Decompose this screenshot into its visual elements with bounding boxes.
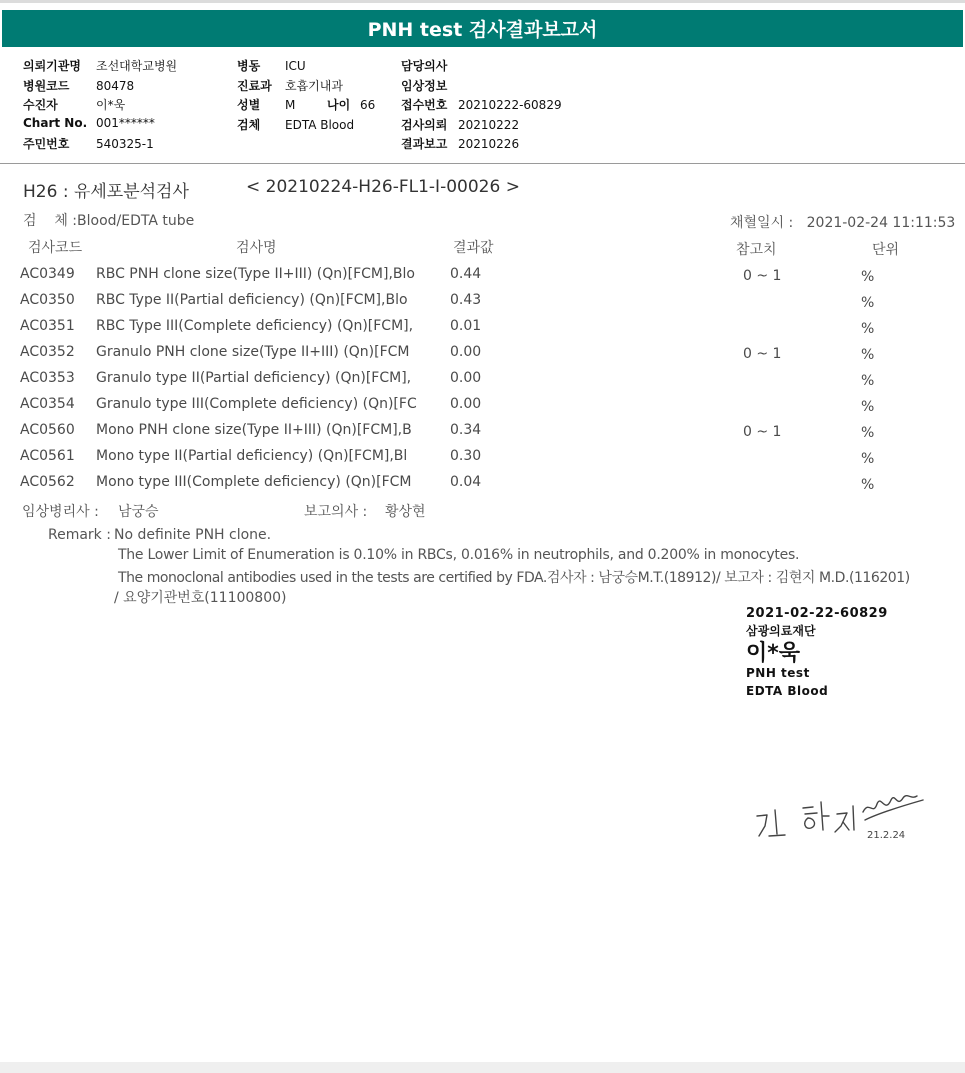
remark-line-3: The monoclonal antibodies used in the tests are certified by FDA.검사자 : 남궁승M.T.(18912)/ 보고자 : 김현지 M.D.(116201) xyxy=(118,570,910,586)
table-row xyxy=(0,474,965,500)
row-result: 0.34 xyxy=(450,422,482,438)
report-date-label: 결과보고 xyxy=(401,137,448,151)
row-code: AC0349 xyxy=(20,266,75,282)
attending-doctor-label: 담당의사 xyxy=(401,59,448,73)
section-title: H26 : 유세포분석검사 xyxy=(23,182,189,202)
row-unit: % xyxy=(861,399,875,415)
row-code: AC0352 xyxy=(20,344,75,360)
table-row xyxy=(0,422,965,448)
resident-no-value: 540325-1 xyxy=(96,137,154,151)
header-col3 xyxy=(401,57,562,155)
sex-label: 성별 xyxy=(237,98,261,112)
table-row xyxy=(0,292,965,318)
row-code: AC0353 xyxy=(20,370,75,386)
pathologist-label: 임상병리사 : xyxy=(22,504,99,520)
hospital-code-value: 80478 xyxy=(96,78,135,93)
section-code: < 20210224-H26-FL1-I-00026 > xyxy=(246,177,520,197)
ordering-hospital-value: 조선대학교병원 xyxy=(96,59,178,73)
age-label: 나이 xyxy=(327,98,351,112)
row-result: 0.00 xyxy=(450,370,482,386)
collection-datetime xyxy=(730,212,955,232)
stamp-specimen: EDTA Blood xyxy=(746,684,829,698)
report-date-value: 20210226 xyxy=(458,137,520,151)
row-result: 0.30 xyxy=(450,448,482,464)
col-header-name: 검사명 xyxy=(236,240,277,256)
remark-line-4: / 요양기관번호(11100800) xyxy=(114,590,287,606)
row-name: Granulo PNH clone size(Type II+III) (Qn)[FCM xyxy=(96,344,410,360)
ward-label: 병동 xyxy=(237,59,261,73)
col-header-unit: 단위 xyxy=(872,242,900,258)
reporter-value: 황상현 xyxy=(385,504,426,520)
row-unit: % xyxy=(861,477,875,493)
request-date-value: 20210222 xyxy=(458,117,520,132)
request-date-label: 검사의뢰 xyxy=(401,117,448,132)
row-code: AC0560 xyxy=(20,422,75,438)
row-reference: 0 ~ 1 xyxy=(743,268,782,284)
table-row xyxy=(0,344,965,370)
row-unit: % xyxy=(861,425,875,441)
collected-label: 채혈일시 : xyxy=(730,215,794,231)
row-name: Granulo type II(Partial deficiency) (Qn)[FCM], xyxy=(96,370,412,386)
row-result: 0.04 xyxy=(450,474,482,490)
row-unit: % xyxy=(861,321,875,337)
department-label: 진료과 xyxy=(237,78,272,93)
handwritten-signature xyxy=(745,786,935,846)
row-name: Mono type II(Partial deficiency) (Qn)[FCM],Bl xyxy=(96,448,408,464)
chart-no-value: 001****** xyxy=(96,115,155,130)
row-unit: % xyxy=(861,295,875,311)
remark-label: Remark : xyxy=(48,527,111,543)
patient-label: 수진자 xyxy=(23,98,58,112)
row-result: 0.00 xyxy=(450,396,482,412)
sex-value: M xyxy=(285,98,296,112)
section-specimen-label: 검 체 : xyxy=(23,213,78,229)
row-name: RBC Type II(Partial deficiency) (Qn)[FCM],Blo xyxy=(96,292,408,308)
row-result: 0.44 xyxy=(450,266,482,282)
row-code: AC0351 xyxy=(20,318,75,334)
row-unit: % xyxy=(861,373,875,389)
remark-line-2: The Lower Limit of Enumeration is 0.10% in RBCs, 0.016% in neutrophils, and 0.200% in monocytes. xyxy=(118,547,800,563)
row-code: AC0561 xyxy=(20,448,75,464)
table-row xyxy=(0,266,965,292)
row-reference: 0 ~ 1 xyxy=(743,424,782,440)
stamp-patient: 이*욱 xyxy=(746,641,801,666)
stamp-test: PNH test xyxy=(746,666,810,680)
row-reference: 0 ~ 1 xyxy=(743,346,782,362)
remark-line-1: No definite PNH clone. xyxy=(114,527,272,543)
table-row xyxy=(0,370,965,396)
age-value: 66 xyxy=(360,98,376,112)
row-unit: % xyxy=(861,347,875,363)
specimen-label-line xyxy=(23,210,194,230)
header-separator xyxy=(0,163,965,164)
table-row xyxy=(0,396,965,422)
top-border xyxy=(0,0,965,3)
collected-value: 2021-02-24 11:11:53 xyxy=(806,215,956,231)
row-name: Mono type III(Complete deficiency) (Qn)[FCM xyxy=(96,474,412,490)
receipt-no-label: 접수번호 xyxy=(401,98,448,112)
ordering-hospital-label: 의뢰기관명 xyxy=(23,59,81,73)
stamp-org: 삼광의료재단 xyxy=(746,624,816,638)
report-title: PNH test 검사결과보고서 xyxy=(2,10,963,47)
hospital-code-label: 병원코드 xyxy=(23,78,70,93)
row-code: AC0350 xyxy=(20,292,75,308)
signature-date: 21.2.24 xyxy=(867,830,906,841)
table-row xyxy=(0,318,965,344)
patient-value: 이*욱 xyxy=(96,98,126,112)
row-name: RBC Type III(Complete deficiency) (Qn)[FCM], xyxy=(96,318,414,334)
table-row xyxy=(0,448,965,474)
row-name: RBC PNH clone size(Type II+III) (Qn)[FCM],Blo xyxy=(96,266,415,282)
pathologist-value: 남궁승 xyxy=(118,504,159,520)
header-col1 xyxy=(23,57,177,155)
row-code: AC0354 xyxy=(20,396,75,412)
department-value: 호흡기내과 xyxy=(285,78,343,93)
col-header-reference: 참고치 xyxy=(736,242,777,258)
row-unit: % xyxy=(861,451,875,467)
ward-value: ICU xyxy=(285,59,306,73)
reporter-label: 보고의사 : xyxy=(304,504,368,520)
row-result: 0.01 xyxy=(450,318,482,334)
col-header-code: 검사코드 xyxy=(28,240,83,256)
results-table xyxy=(0,266,965,500)
resident-no-label: 주민번호 xyxy=(23,137,70,151)
row-result: 0.43 xyxy=(450,292,482,308)
section-specimen-value: Blood/EDTA tube xyxy=(77,213,195,229)
receipt-no-value: 20210222-60829 xyxy=(458,98,562,112)
stamp-id: 2021-02-22-60829 xyxy=(746,606,888,621)
specimen-label: 검체 xyxy=(237,117,261,132)
col-header-result: 결과값 xyxy=(453,240,494,256)
header-col2 xyxy=(237,57,375,135)
row-name: Granulo type III(Complete deficiency) (Qn)[FC xyxy=(96,396,417,412)
bottom-border xyxy=(0,1062,965,1073)
clinical-info-label: 임상정보 xyxy=(401,78,448,93)
row-unit: % xyxy=(861,269,875,285)
row-name: Mono PNH clone size(Type II+III) (Qn)[FCM],B xyxy=(96,422,412,438)
chart-no-label: Chart No. xyxy=(23,115,88,130)
specimen-value: EDTA Blood xyxy=(285,117,355,132)
row-result: 0.00 xyxy=(450,344,482,360)
row-code: AC0562 xyxy=(20,474,75,490)
